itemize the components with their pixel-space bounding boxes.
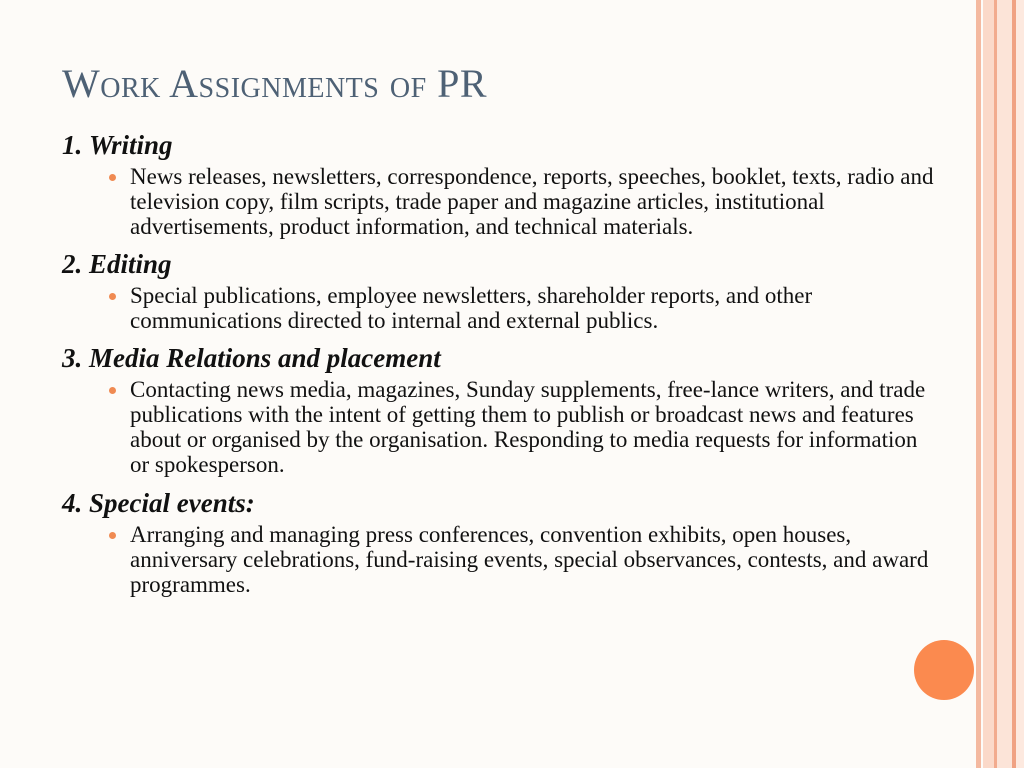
section-media-relations: [62, 341, 962, 477]
decorative-edge-stripe: [976, 0, 981, 768]
slide-content: [62, 128, 962, 603]
bullet-text: Special publications, employee newsletters, shareholder reports, and other communications directed to internal and external publics.: [130, 283, 813, 333]
section-number: 1.: [62, 130, 83, 160]
section-bullet-item: [62, 283, 940, 333]
section-number: 3.: [62, 343, 83, 373]
bullet-dot-icon: [109, 293, 116, 300]
decorative-edge-stripe: [1016, 0, 1024, 768]
section-title: Writing: [89, 130, 173, 160]
section-bullet-item: [62, 164, 940, 239]
slide-title: Work Assignments of PR: [62, 61, 488, 106]
section-special-events: [62, 486, 962, 597]
bullet-dot-icon: [109, 532, 116, 539]
section-title: Editing: [89, 249, 172, 279]
section-title: Media Relations and placement: [89, 343, 441, 373]
section-heading: [62, 341, 962, 375]
section-bullet-item: [62, 377, 940, 477]
section-heading: [62, 128, 962, 162]
section-heading: [62, 247, 962, 281]
section-number: 2.: [62, 249, 83, 279]
bullet-text: Arranging and managing press conferences, convention exhibits, open houses, anniversary celebrations, fund-raising events, special observances, contests, and award programmes.: [130, 522, 929, 597]
bullet-text: Contacting news media, magazines, Sunday supplements, free-lance writers, and trade publications with the intent of getting them to publish or broadcast news and features about or organised by the organisation. Responding to media requests for information or spokesperson.: [130, 377, 926, 477]
decorative-edge-stripe: [997, 0, 1012, 768]
decorative-accent-circle: [914, 640, 974, 700]
section-editing: [62, 247, 962, 333]
bullet-dot-icon: [109, 387, 116, 394]
section-bullet-item: [62, 522, 940, 597]
section-number: 4.: [62, 488, 83, 518]
decorative-edge-stripe: [983, 0, 994, 768]
bullet-dot-icon: [109, 174, 116, 181]
section-writing: [62, 128, 962, 239]
section-title: Special events:: [89, 488, 255, 518]
section-heading: [62, 486, 962, 520]
bullet-text: News releases, newsletters, correspondence, reports, speeches, booklet, texts, radio and television copy, film scripts, trade paper and magazine articles, institutional advertisements, product information, and technical materials.: [130, 164, 934, 239]
